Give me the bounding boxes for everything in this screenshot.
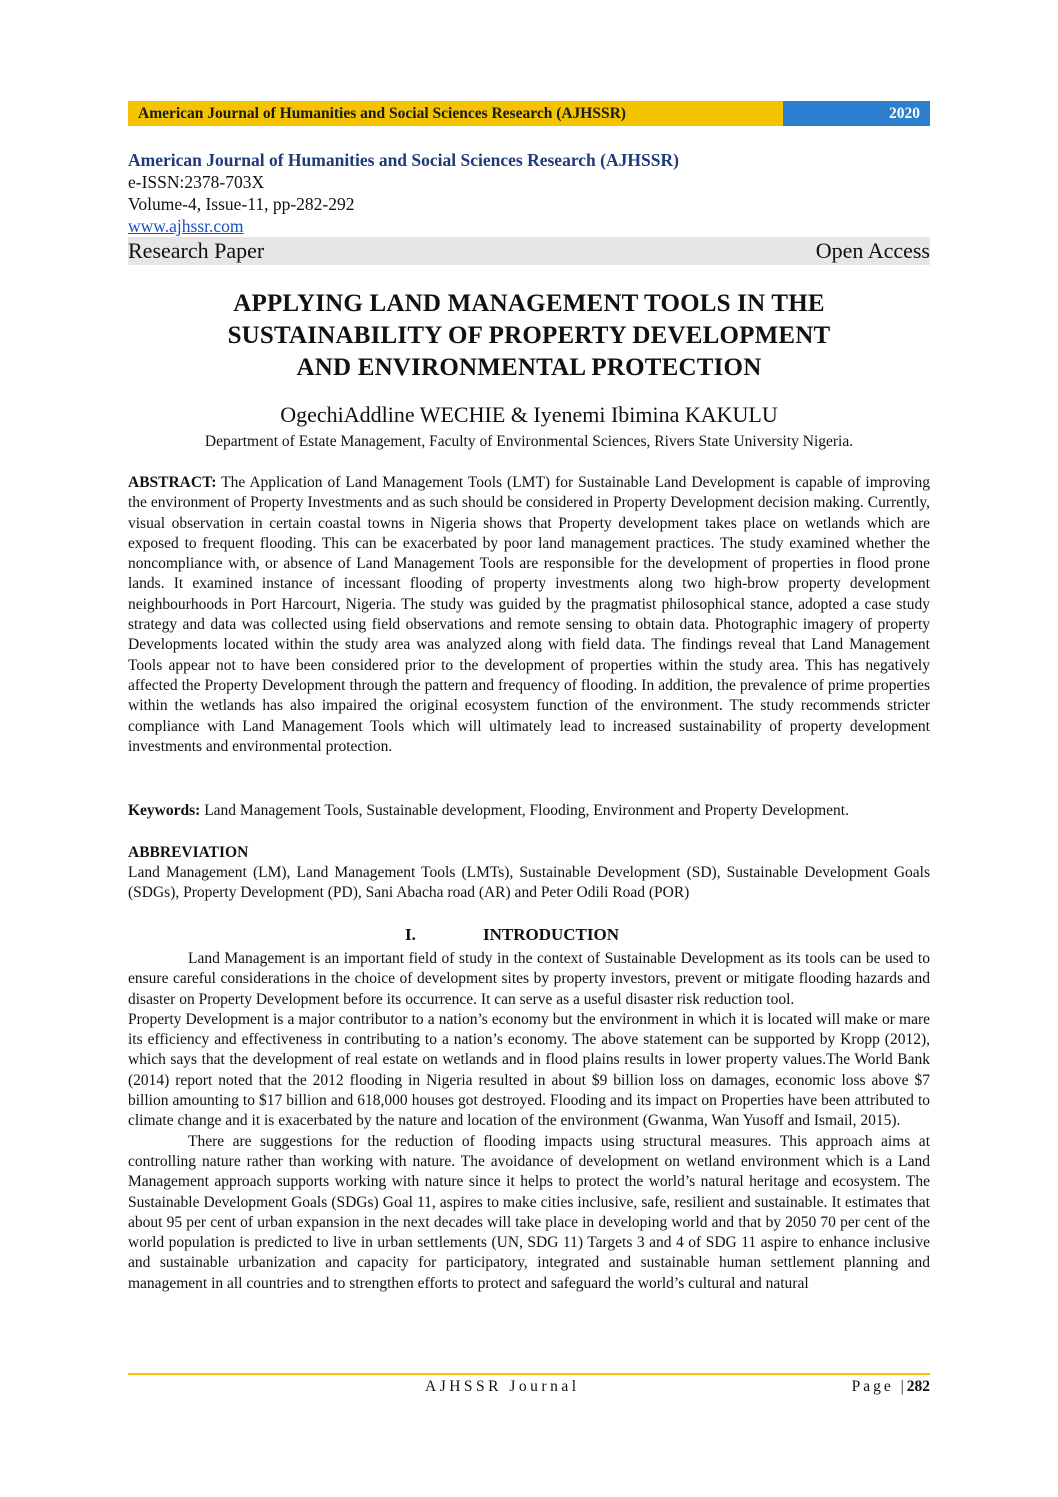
paper-title-line: AND ENVIRONMENTAL PROTECTION xyxy=(296,354,762,381)
abstract-text: The Application of Land Management Tools (LMT) for Sustainable Land Development is capable of improving the environment of Property Investments and as such should be considered in Property Development decision making. Currently, visual observation in certain coastal towns in Nigeria shows that Property development takes place on wetlands which are exposed to frequent flooding. This can be exacerbated by poor land management practices. The study examined whether the noncompliance with, or absence of Land Management Tools are responsible for the development of properties in flood prone lands. It examined instance of incessant flooding of property investments along two high-brow property development neighbourhoods in Port Harcourt, Nigeria. The study was guided by the pragmatist philosophical stance, adopted a case study strategy and data was collected using field observations and remote sensing to obtain data. Photographic imagery of property Developments located within the study area was analyzed along with field data. The findings reveal that Land Management Tools appear not to have been considered prior to the development of properties within the study area. This has negatively affected the Property Development through the pattern and frequency of flooding. In addition, the prevalence of prime properties within the wetlands has also impaired the original ecosystem function of the environment. The study recommends stricter compliance with Land Management Tools which will ultimately lead to increased sustainability of property development investments and environmental protection. xyxy=(128,474,930,755)
keywords-text: Land Management Tools, Sustainable development, Flooding, Environment and Property Development. xyxy=(200,802,849,819)
section-number: I. xyxy=(405,925,416,944)
volume-issue: Volume-4, Issue-11, pp-282-292 xyxy=(128,194,355,214)
page-number: 282 xyxy=(906,1378,930,1395)
paragraph: There are suggestions for the reduction of flooding impacts using structural measures. This approach aims at controlling nature rather than working with nature. The avoidance of development on wetland environment which is a Land Management approach supports working with nature since it helps to protect the world’s natural heritage and ecosystem. The Sustainable Development Goals (SDGs) Goal 11, aspires to make cities inclusive, safe, resilient and sustainable. It estimates that about 95 per cent of urban expansion in the next decades will take place in developing world and that by 2050 70 per cent of the world population is predicted to live in urban settlements (UN, SDG 11) Targets 3 and 4 of SDG 11 aspire to enhance inclusive and sustainable urbanization and capacity for participatory, integrated and sustainable human settlement planning and management in all countries and to strengthen efforts to protect and safeguard the world’s cultural and natural xyxy=(128,1132,930,1292)
authors: OgechiAddline WECHIE & Iyenemi Ibimina KAKULU xyxy=(280,402,778,427)
abstract xyxy=(128,473,930,757)
keywords-label: Keywords: xyxy=(128,802,201,819)
issn: e-ISSN:2378-703X xyxy=(128,172,265,192)
paper-title-line: APPLYING LAND MANAGEMENT TOOLS IN THE xyxy=(233,290,825,317)
running-header-year: 2020 xyxy=(889,104,920,122)
running-header xyxy=(128,101,930,126)
affiliation: Department of Estate Management, Faculty of Environmental Sciences, Rivers State University Nigeria. xyxy=(204,433,854,450)
footer-page-label: Page | xyxy=(851,1378,907,1395)
abbreviation-heading: ABBREVIATION xyxy=(128,844,249,861)
introduction-body xyxy=(128,949,930,1294)
running-header-journal-cell xyxy=(128,101,783,126)
access-type: Open Access xyxy=(815,238,930,263)
journal-info xyxy=(128,149,930,237)
footer-journal: AJHSSR Journal xyxy=(425,1378,580,1395)
keywords xyxy=(128,801,930,821)
journal-name: American Journal of Humanities and Social Sciences Research (AJHSSR) xyxy=(128,150,679,170)
article-type-bar xyxy=(128,237,930,265)
paragraph: Land Management is an important field of study in the context of Sustainable Development as its tools can be used to ensure careful considerations in the choice of development sites by property investors, prevent or mitigate flooding hazards and disaster on Property Development before its occurrence. It can serve as a useful disaster risk reduction tool. xyxy=(128,950,930,1008)
paragraph: Property Development is a major contributor to a nation’s economy but the environment in which it is located will make or mare its efficiency and effectiveness in contributing to a nation’s economy. The above statement can be supported by Kropp (2012), which says that the development of real estate on wetlands and in flood plains results in lower property values.The World Bank (2014) report noted that the 2012 flooding in Nigeria resulted in about $9 billion loss on damages, economic loss above $7 billion amounting to $17 billion and 618,000 houses got destroyed. Flooding and its impact on Properties have been attributed to climate change and it is exacerbated by the nature and location of the environment (Gwanma, Wan Yusoff and Ismail, 2015). xyxy=(128,1010,930,1130)
section-title: INTRODUCTION xyxy=(483,925,620,944)
paper-title xyxy=(128,288,930,384)
abstract-label: ABSTRACT: xyxy=(128,474,217,491)
paper-title-line: SUSTAINABILITY OF PROPERTY DEVELOPMENT xyxy=(227,322,831,349)
article-type: Research Paper xyxy=(128,238,265,263)
running-header-journal: American Journal of Humanities and Social Sciences Research (AJHSSR) xyxy=(138,104,626,122)
running-header-year-cell xyxy=(783,101,930,126)
journal-website-link[interactable]: www.ajhssr.com xyxy=(128,216,244,236)
abbreviation-text: Land Management (LM), Land Management Tools (LMTs), Sustainable Development (SD), Sustainable Development Goals (SDGs), Property Development (PD), Sani Abacha road (AR) and Peter Odili Road (POR) xyxy=(128,864,930,902)
footer-divider xyxy=(128,1373,930,1375)
footer-page xyxy=(852,1378,930,1396)
